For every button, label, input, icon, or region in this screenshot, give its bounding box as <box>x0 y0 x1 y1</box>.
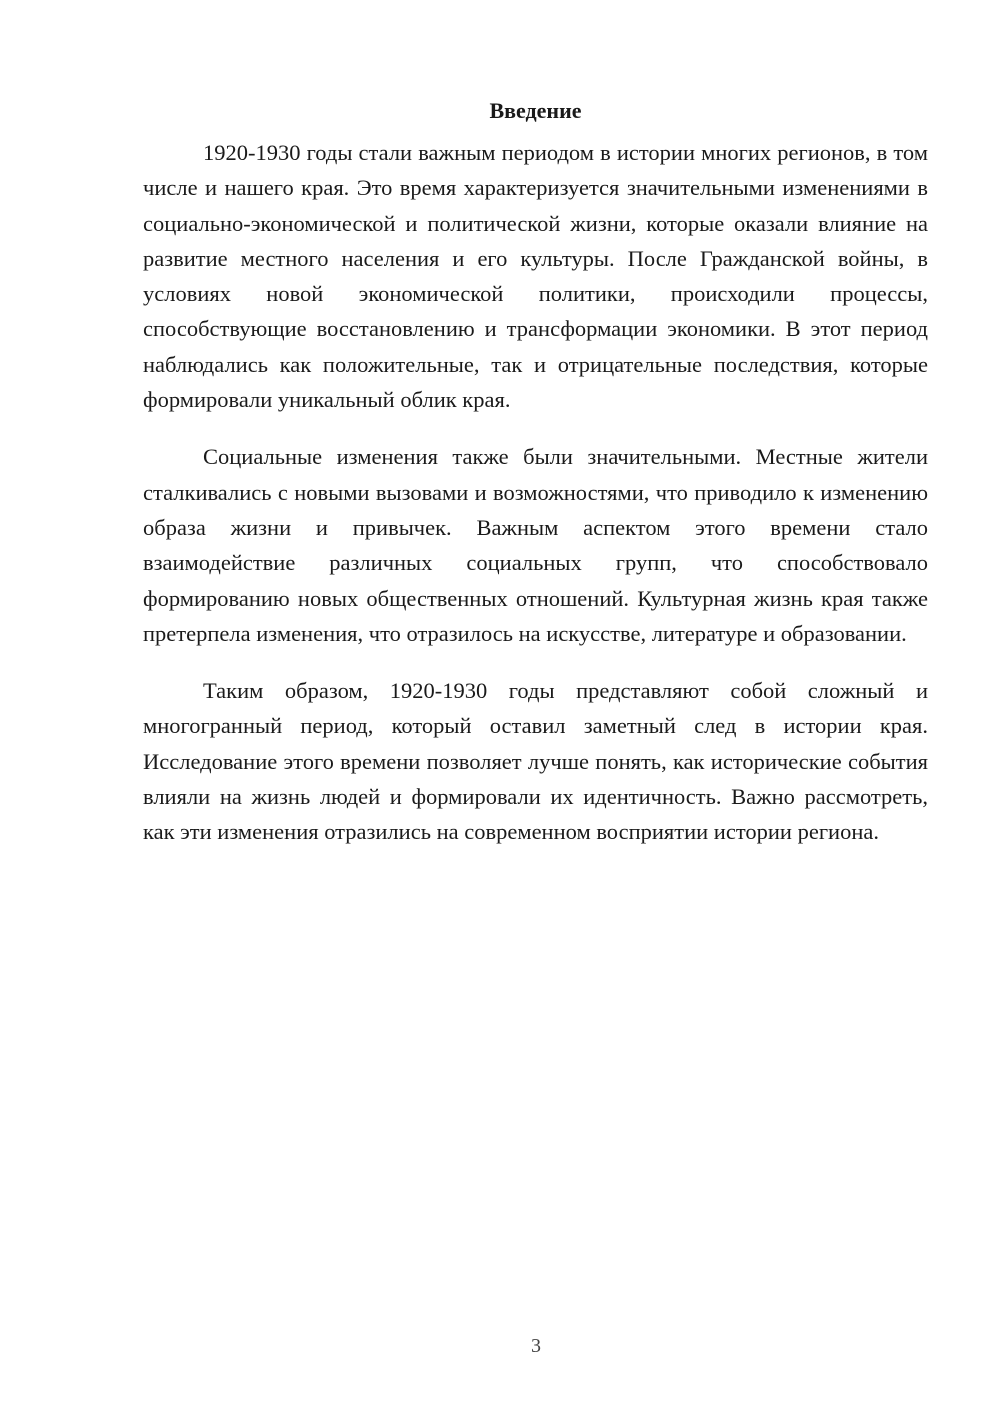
document-body <box>143 96 928 850</box>
page-number: 3 <box>531 1335 541 1357</box>
paragraph-1: 1920-1930 годы стали важным периодом в истории многих регионов, в том числе и нашего края. Это время характеризуется значительными изменениями в социально-экономической и политической жизни, которые оказали влияние на развитие местного населения и его культуры. После Гражданской войны, в условиях новой экономической политики, происходили процессы, способствующие восстановлению и трансформации экономики. В этот период наблюдались как положительные, так и отрицательные последствия, которые формировали уникальный облик края. <box>143 140 928 413</box>
paragraph-2: Социальные изменения также были значительными. Местные жители сталкивались с новыми вызовами и возможностями, что приводило к изменению образа жизни и привычек. Важным аспектом этого времени стало взаимодействие различных социальных групп, что способствовало формированию новых общественных отношений. Культурная жизнь края также претерпела изменения, что отразилось на искусстве, литературе и образовании. <box>143 444 928 646</box>
section-heading: Введение <box>489 98 582 123</box>
paragraph-3: Таким образом, 1920-1930 годы представляют собой сложный и многогранный период, который оставил заметный след в истории края. Исследование этого времени позволяет лучше понять, как исторические события влияли на жизнь людей и формировали их идентичность. Важно рассмотреть, как эти изменения отразились на современном восприятии истории региона. <box>143 678 928 845</box>
